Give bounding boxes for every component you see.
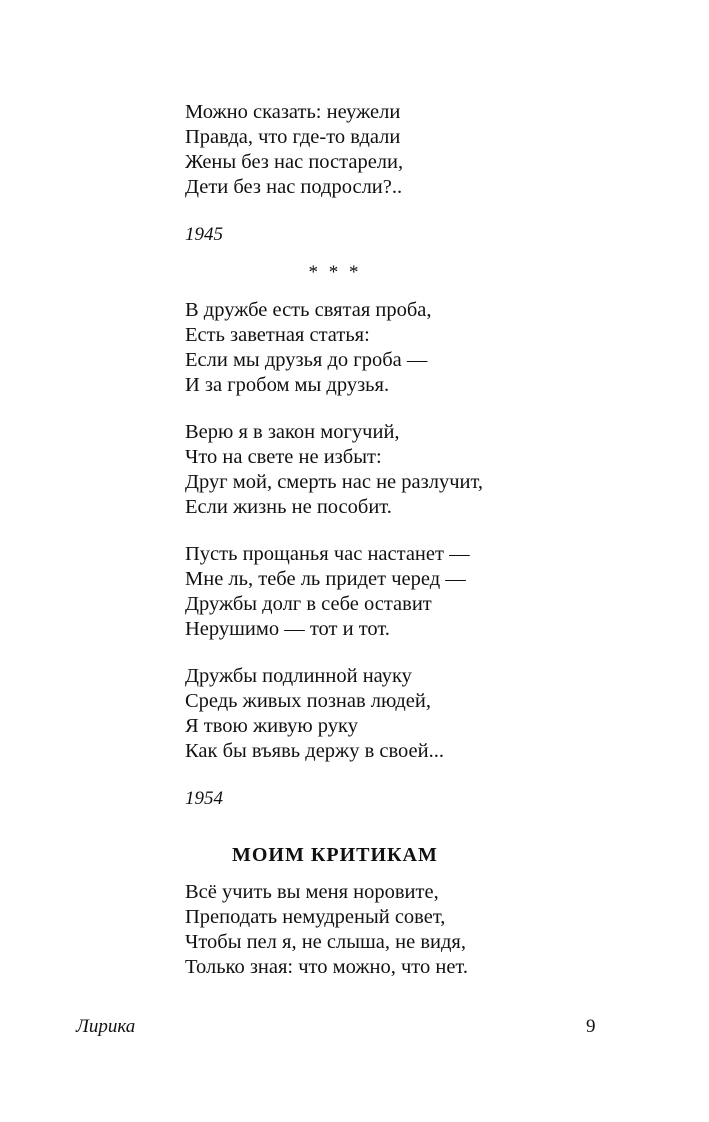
poem-line: Жены без нас постарели,: [185, 151, 404, 173]
poem3-stanza: [185, 880, 605, 980]
poem-line: Я твою живую руку: [185, 715, 358, 737]
poem-line: Если жизнь не пособит.: [185, 496, 392, 518]
poem-line: Дети без нас подросли?..: [185, 176, 403, 198]
poem-line: Нерушимо — тот и тот.: [185, 618, 390, 640]
poem-line: Если мы друзья до гроба —: [185, 349, 428, 371]
running-footer-section: Лирика: [76, 1016, 136, 1037]
poem-line: Дружбы долг в себе оставит: [185, 593, 432, 615]
page-number: 9: [586, 1016, 596, 1037]
poem-line: Есть заветная статья:: [185, 324, 370, 346]
poem-line: Мне ль, тебе ль придет черед —: [185, 568, 466, 590]
poem-line: В дружбе есть святая проба,: [185, 299, 432, 321]
poem2-stanza-4: [185, 664, 605, 764]
poem2-stanza-2: [185, 420, 605, 520]
poem-line: Можно сказать: неужели: [185, 101, 401, 123]
poem1-date: 1945: [185, 224, 223, 245]
poem-line: Как бы въявь держу в своей...: [185, 740, 444, 762]
poem-line: Всё учить вы меня норовите,: [185, 881, 439, 903]
poem-line: Дружбы подлинной науку: [185, 665, 412, 687]
poem-line: Средь живых познав людей,: [185, 690, 431, 712]
poem2-date: 1954: [185, 788, 223, 809]
poem-line: Пусть прощанья час настанет —: [185, 543, 470, 565]
poem-line: Чтобы пел я, не слыша, не видя,: [185, 931, 466, 953]
poem-line: Друг мой, смерть нас не разлучит,: [185, 471, 484, 493]
poem2-stanza-1: [185, 298, 605, 398]
poem-line: Что на свете не избыт:: [185, 446, 382, 468]
poem-line: Только зная: что можно, что нет.: [185, 956, 468, 978]
poem1-stanza: [185, 100, 605, 200]
poem-line: Верю я в закон могучий,: [185, 421, 400, 443]
poem-separator: * * *: [308, 262, 362, 283]
poem-title: МОИМ КРИТИКАМ: [232, 844, 438, 866]
text-column: [185, 100, 605, 980]
poem-line: Преподать немудреный совет,: [185, 906, 446, 928]
poem-line: И за гробом мы друзья.: [185, 374, 390, 396]
poem2-stanza-3: [185, 542, 605, 642]
poem-line: Правда, что где-то вдали: [185, 126, 401, 148]
